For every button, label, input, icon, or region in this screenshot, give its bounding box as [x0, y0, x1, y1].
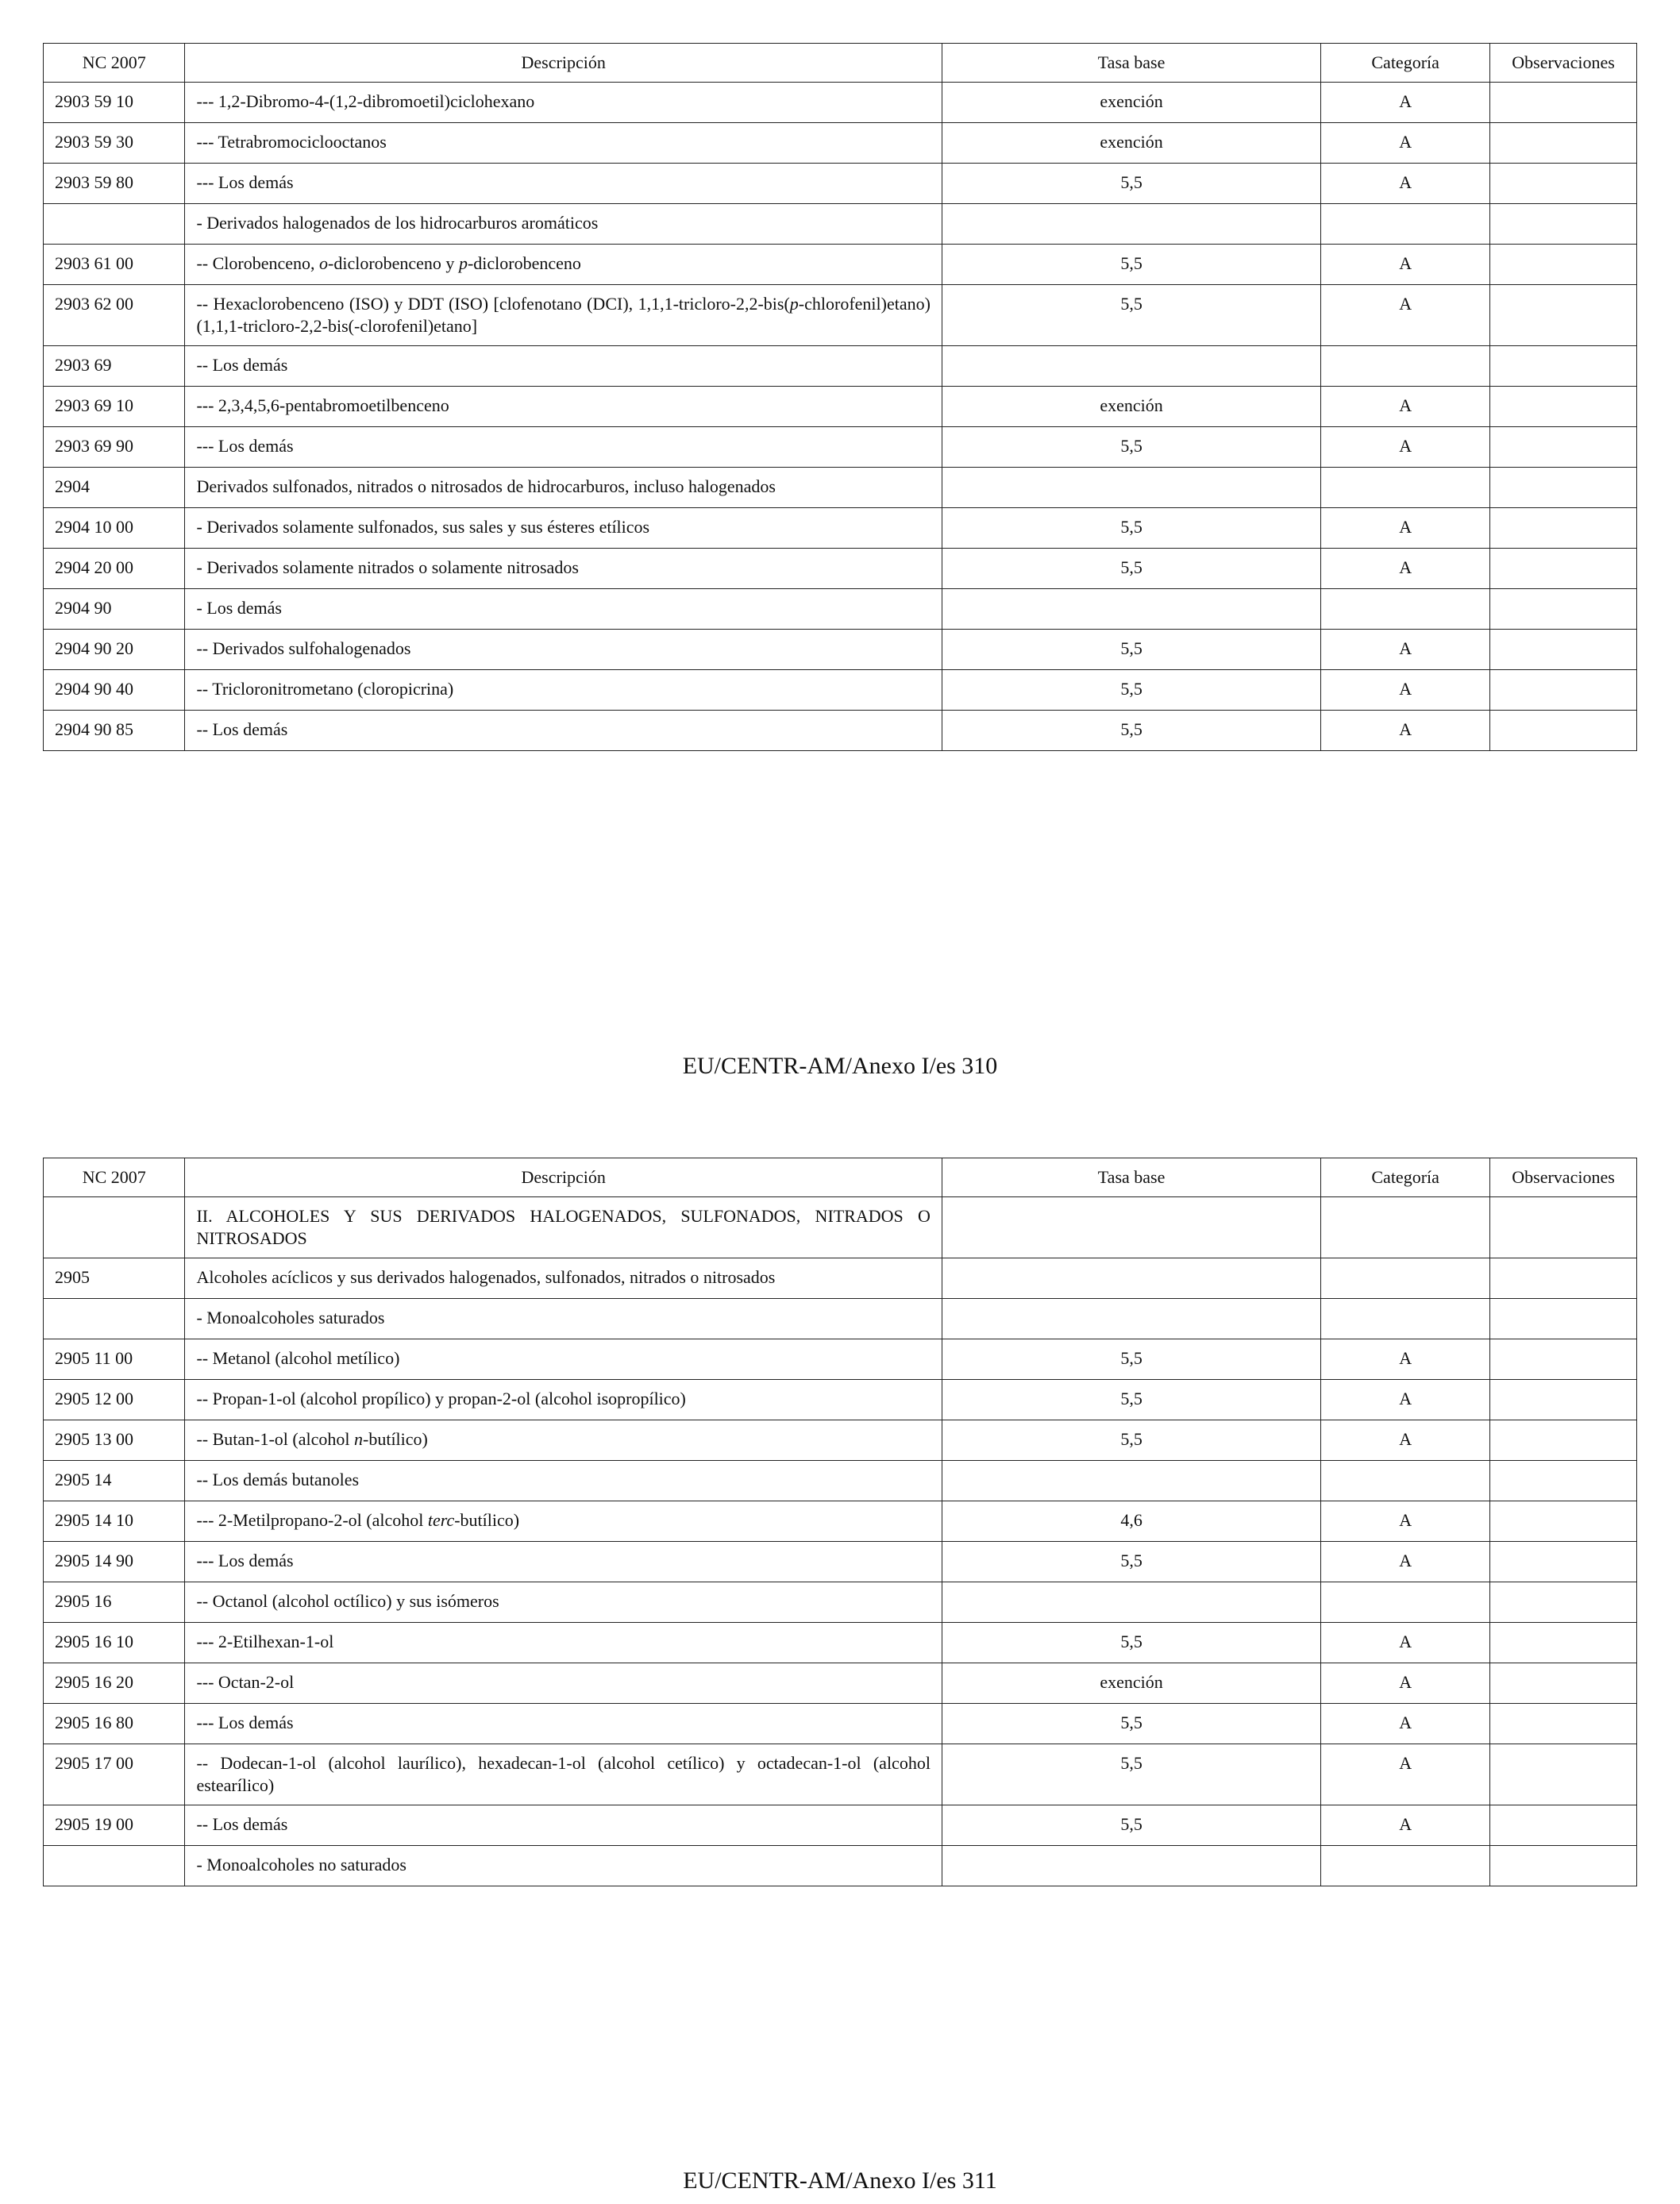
description-text: --- Los demás [196, 172, 294, 192]
nc-code-cell: 2905 14 [44, 1461, 185, 1501]
category-cell: A [1321, 427, 1490, 468]
category-cell [1321, 204, 1490, 245]
category-cell: A [1321, 1623, 1490, 1663]
observations-cell [1490, 1339, 1637, 1380]
description-cell [185, 1582, 942, 1623]
observations-cell [1490, 711, 1637, 751]
table-row [44, 1663, 1637, 1704]
nc-code-cell: 2905 14 90 [44, 1542, 185, 1582]
description-text: - Monoalcoholes saturados [196, 1308, 385, 1327]
category-cell: A [1321, 285, 1490, 346]
category-cell: A [1321, 711, 1490, 751]
base-rate-cell: 5,5 [942, 1380, 1320, 1420]
observations-cell [1490, 123, 1637, 164]
base-rate-cell: exención [942, 387, 1320, 427]
table-row [44, 427, 1637, 468]
description-cell [185, 508, 942, 549]
base-rate-cell [942, 204, 1320, 245]
table-header-row [44, 44, 1637, 83]
observations-cell [1490, 245, 1637, 285]
description-text: --- 2,3,4,5,6-pentabromoetilbenceno [196, 395, 449, 415]
description-cell [185, 285, 942, 346]
table-row [44, 204, 1637, 245]
category-cell: A [1321, 1663, 1490, 1704]
category-cell [1321, 1582, 1490, 1623]
table-row [44, 1846, 1637, 1886]
base-rate-cell: exención [942, 123, 1320, 164]
base-rate-cell: exención [942, 83, 1320, 123]
base-rate-cell: 5,5 [942, 1623, 1320, 1663]
header-tasa-base: Tasa base [942, 44, 1320, 83]
header-descripcion: Descripción [185, 1158, 942, 1197]
description-cell [185, 83, 942, 123]
description-italic-text: p [458, 253, 468, 273]
description-cell [185, 1744, 942, 1805]
table-row [44, 508, 1637, 549]
description-cell [185, 427, 942, 468]
observations-cell [1490, 1299, 1637, 1339]
description-text: -- Clorobenceno, [196, 253, 319, 273]
description-cell [185, 1339, 942, 1380]
table-row [44, 1420, 1637, 1461]
description-italic-text: p [789, 294, 799, 314]
description-text: -- Los demás [196, 355, 288, 375]
description-cell [185, 670, 942, 711]
description-text: --- 2-Etilhexan-1-ol [196, 1632, 334, 1651]
description-cell [185, 164, 942, 204]
category-cell: A [1321, 1704, 1490, 1744]
observations-cell [1490, 1380, 1637, 1420]
description-text: --- Los demás [196, 1713, 294, 1732]
description-text: -diclorobenceno y [328, 253, 459, 273]
category-cell [1321, 1846, 1490, 1886]
description-cell [185, 630, 942, 670]
base-rate-cell: 5,5 [942, 285, 1320, 346]
base-rate-cell: 5,5 [942, 711, 1320, 751]
base-rate-cell [942, 346, 1320, 387]
description-text: -butílico) [454, 1510, 520, 1530]
observations-cell [1490, 1258, 1637, 1299]
description-cell [185, 1197, 942, 1258]
header-tasa-base: Tasa base [942, 1158, 1320, 1197]
description-cell [185, 468, 942, 508]
table-row [44, 1805, 1637, 1846]
table-row [44, 549, 1637, 589]
description-text: --- 1,2-Dibromo-4-(1,2-dibromoetil)ciclohexano [196, 91, 535, 111]
table-row [44, 1299, 1637, 1339]
category-cell [1321, 346, 1490, 387]
nc-code-cell: 2905 14 10 [44, 1501, 185, 1542]
description-text: - Derivados solamente sulfonados, sus sales y sus ésteres etílicos [196, 517, 650, 537]
category-cell: A [1321, 630, 1490, 670]
description-text: -- Los demás butanoles [196, 1470, 360, 1489]
description-text: -chlorofenil)etano) (1,1,1-tricloro-2,2-bis(-clorofenil)etano] [196, 294, 931, 336]
table-row [44, 1339, 1637, 1380]
observations-cell [1490, 83, 1637, 123]
base-rate-cell: 5,5 [942, 630, 1320, 670]
base-rate-cell: 5,5 [942, 1339, 1320, 1380]
observations-cell [1490, 346, 1637, 387]
nc-code-cell [44, 1299, 185, 1339]
description-cell [185, 1461, 942, 1501]
base-rate-cell: 5,5 [942, 508, 1320, 549]
nc-code-cell: 2905 16 10 [44, 1623, 185, 1663]
description-text: -- Tricloronitrometano (cloropicrina) [196, 679, 454, 699]
nc-code-cell: 2904 90 [44, 589, 185, 630]
table-row [44, 1623, 1637, 1663]
base-rate-cell: 4,6 [942, 1501, 1320, 1542]
description-cell [185, 1501, 942, 1542]
nc-code-cell: 2905 16 [44, 1582, 185, 1623]
category-cell: A [1321, 1380, 1490, 1420]
observations-cell [1490, 285, 1637, 346]
table-row [44, 1582, 1637, 1623]
category-cell: A [1321, 1420, 1490, 1461]
nc-code-cell: 2904 90 85 [44, 711, 185, 751]
description-text: - Los demás [196, 598, 282, 618]
category-cell: A [1321, 1501, 1490, 1542]
table-header-row [44, 1158, 1637, 1197]
observations-cell [1490, 1461, 1637, 1501]
nc-code-cell: 2904 10 00 [44, 508, 185, 549]
observations-cell [1490, 468, 1637, 508]
table-row [44, 123, 1637, 164]
nc-code-cell: 2903 62 00 [44, 285, 185, 346]
table-row [44, 1501, 1637, 1542]
nc-code-cell: 2904 20 00 [44, 549, 185, 589]
category-cell: A [1321, 83, 1490, 123]
nc-code-cell [44, 204, 185, 245]
table-row [44, 630, 1637, 670]
description-cell [185, 549, 942, 589]
description-text: - Derivados halogenados de los hidrocarburos aromáticos [196, 213, 599, 233]
nc-code-cell: 2903 61 00 [44, 245, 185, 285]
description-text: -butílico) [363, 1429, 428, 1449]
table-row [44, 1380, 1637, 1420]
category-cell: A [1321, 508, 1490, 549]
category-cell: A [1321, 164, 1490, 204]
observations-cell [1490, 508, 1637, 549]
description-cell [185, 346, 942, 387]
nc-code-cell: 2905 [44, 1258, 185, 1299]
category-cell [1321, 468, 1490, 508]
header-nc-2007: NC 2007 [44, 1158, 185, 1197]
description-text: --- Octan-2-ol [196, 1672, 295, 1692]
table-row [44, 1461, 1637, 1501]
description-cell [185, 711, 942, 751]
category-cell: A [1321, 1542, 1490, 1582]
description-italic-text: n [354, 1429, 363, 1449]
table-row [44, 589, 1637, 630]
description-cell [185, 387, 942, 427]
base-rate-cell: exención [942, 1663, 1320, 1704]
description-text: -- Los demás [196, 719, 288, 739]
base-rate-cell [942, 1582, 1320, 1623]
description-text: --- Tetrabromociclooctanos [196, 132, 387, 152]
table-row [44, 1197, 1637, 1258]
nc-code-cell: 2905 12 00 [44, 1380, 185, 1420]
header-observaciones: Observaciones [1490, 1158, 1637, 1197]
base-rate-cell [942, 1846, 1320, 1886]
page-footer-311: EU/CENTR-AM/Anexo I/es 311 [683, 2167, 997, 2194]
category-cell: A [1321, 245, 1490, 285]
description-text: --- Los demás [196, 1551, 294, 1570]
nc-code-cell: 2903 69 10 [44, 387, 185, 427]
base-rate-cell: 5,5 [942, 1542, 1320, 1582]
description-text: Derivados sulfonados, nitrados o nitrosados de hidrocarburos, incluso halogenados [196, 476, 776, 496]
base-rate-cell [942, 1461, 1320, 1501]
nc-code-cell: 2905 13 00 [44, 1420, 185, 1461]
nc-code-cell: 2904 90 20 [44, 630, 185, 670]
nc-code-cell [44, 1846, 185, 1886]
table-row [44, 245, 1637, 285]
description-cell [185, 1846, 942, 1886]
table-row [44, 164, 1637, 204]
base-rate-cell: 5,5 [942, 427, 1320, 468]
category-cell [1321, 1299, 1490, 1339]
base-rate-cell: 5,5 [942, 549, 1320, 589]
base-rate-cell: 5,5 [942, 1704, 1320, 1744]
description-cell [185, 1704, 942, 1744]
page-footer-310: EU/CENTR-AM/Anexo I/es 310 [682, 1053, 998, 1079]
table-row [44, 1258, 1637, 1299]
description-text: -- Los demás [196, 1814, 288, 1834]
description-cell [185, 1542, 942, 1582]
description-text: Alcoholes acíclicos y sus derivados halogenados, sulfonados, nitrados o nitrosados [196, 1267, 776, 1287]
header-observaciones: Observaciones [1490, 44, 1637, 83]
base-rate-cell: 5,5 [942, 1805, 1320, 1846]
observations-cell [1490, 1623, 1637, 1663]
observations-cell [1490, 387, 1637, 427]
observations-cell [1490, 427, 1637, 468]
base-rate-cell [942, 468, 1320, 508]
table-row [44, 387, 1637, 427]
tariff-table-page-310 [43, 43, 1637, 751]
description-text: --- 2-Metilpropano-2-ol (alcohol [196, 1510, 428, 1530]
tariff-table-page-311 [43, 1158, 1637, 1886]
description-text: -- Butan-1-ol (alcohol [196, 1429, 354, 1449]
description-text: -- Derivados sulfohalogenados [196, 638, 411, 658]
header-descripcion: Descripción [185, 44, 942, 83]
base-rate-cell [942, 1299, 1320, 1339]
category-cell: A [1321, 670, 1490, 711]
table-body [44, 1197, 1637, 1886]
description-cell [185, 589, 942, 630]
category-cell: A [1321, 1744, 1490, 1805]
description-text: --- Los demás [196, 436, 294, 456]
observations-cell [1490, 549, 1637, 589]
nc-code-cell: 2903 59 10 [44, 83, 185, 123]
category-cell [1321, 1197, 1490, 1258]
header-nc-2007: NC 2007 [44, 44, 185, 83]
table-row [44, 711, 1637, 751]
description-text: -- Dodecan-1-ol (alcohol laurílico), hexadecan-1-ol (alcohol cetílico) y octadecan-1-ol (alcohol estearílico) [196, 1753, 931, 1795]
description-italic-text: o [319, 253, 328, 273]
base-rate-cell [942, 1197, 1320, 1258]
observations-cell [1490, 204, 1637, 245]
description-cell [185, 1623, 942, 1663]
table-row [44, 346, 1637, 387]
base-rate-cell: 5,5 [942, 245, 1320, 285]
nc-code-cell [44, 1197, 185, 1258]
nc-code-cell: 2903 59 30 [44, 123, 185, 164]
category-cell [1321, 1258, 1490, 1299]
observations-cell [1490, 1744, 1637, 1805]
observations-cell [1490, 164, 1637, 204]
category-cell [1321, 589, 1490, 630]
category-cell: A [1321, 123, 1490, 164]
observations-cell [1490, 1542, 1637, 1582]
nc-code-cell: 2905 17 00 [44, 1744, 185, 1805]
description-text: -- Octanol (alcohol octílico) y sus isómeros [196, 1591, 499, 1611]
header-categoria: Categoría [1321, 44, 1490, 83]
description-text: - Monoalcoholes no saturados [196, 1855, 407, 1875]
description-text: - Derivados solamente nitrados o solamente nitrosados [196, 557, 579, 577]
table-row [44, 1542, 1637, 1582]
observations-cell [1490, 1846, 1637, 1886]
description-cell [185, 1258, 942, 1299]
nc-code-cell: 2904 [44, 468, 185, 508]
description-text: -- Propan-1-ol (alcohol propílico) y propan-2-ol (alcohol isopropílico) [196, 1389, 686, 1408]
nc-code-cell: 2905 19 00 [44, 1805, 185, 1846]
base-rate-cell: 5,5 [942, 164, 1320, 204]
observations-cell [1490, 1420, 1637, 1461]
nc-code-cell: 2905 16 80 [44, 1704, 185, 1744]
description-text: -- Hexaclorobenceno (ISO) y DDT (ISO) [clofenotano (DCI), 1,1,1-tricloro-2,2-bis( [196, 294, 790, 314]
nc-code-cell: 2905 11 00 [44, 1339, 185, 1380]
description-italic-text: terc [427, 1510, 455, 1530]
nc-code-cell: 2904 90 40 [44, 670, 185, 711]
nc-code-cell: 2905 16 20 [44, 1663, 185, 1704]
table-row [44, 285, 1637, 346]
description-cell [185, 204, 942, 245]
description-cell [185, 1805, 942, 1846]
header-categoria: Categoría [1321, 1158, 1490, 1197]
description-text: -diclorobenceno [467, 253, 581, 273]
observations-cell [1490, 1704, 1637, 1744]
description-cell [185, 245, 942, 285]
table-body [44, 83, 1637, 751]
table-row [44, 83, 1637, 123]
base-rate-cell [942, 589, 1320, 630]
observations-cell [1490, 670, 1637, 711]
base-rate-cell [942, 1258, 1320, 1299]
nc-code-cell: 2903 59 80 [44, 164, 185, 204]
base-rate-cell: 5,5 [942, 1744, 1320, 1805]
description-cell [185, 1299, 942, 1339]
category-cell: A [1321, 1805, 1490, 1846]
base-rate-cell: 5,5 [942, 1420, 1320, 1461]
observations-cell [1490, 1501, 1637, 1542]
table-row [44, 1744, 1637, 1805]
description-text: II. ALCOHOLES Y SUS DERIVADOS HALOGENADOS, SULFONADOS, NITRADOS O NITROSADOS [196, 1206, 931, 1248]
nc-code-cell: 2903 69 90 [44, 427, 185, 468]
observations-cell [1490, 630, 1637, 670]
base-rate-cell: 5,5 [942, 670, 1320, 711]
category-cell: A [1321, 1339, 1490, 1380]
table-row [44, 1704, 1637, 1744]
nc-code-cell: 2903 69 [44, 346, 185, 387]
description-cell [185, 1380, 942, 1420]
category-cell: A [1321, 387, 1490, 427]
category-cell: A [1321, 549, 1490, 589]
observations-cell [1490, 589, 1637, 630]
description-cell [185, 123, 942, 164]
observations-cell [1490, 1805, 1637, 1846]
observations-cell [1490, 1197, 1637, 1258]
category-cell [1321, 1461, 1490, 1501]
description-text: -- Metanol (alcohol metílico) [196, 1348, 400, 1368]
description-cell [185, 1663, 942, 1704]
description-cell [185, 1420, 942, 1461]
table-row [44, 468, 1637, 508]
observations-cell [1490, 1663, 1637, 1704]
table-row [44, 670, 1637, 711]
observations-cell [1490, 1582, 1637, 1623]
